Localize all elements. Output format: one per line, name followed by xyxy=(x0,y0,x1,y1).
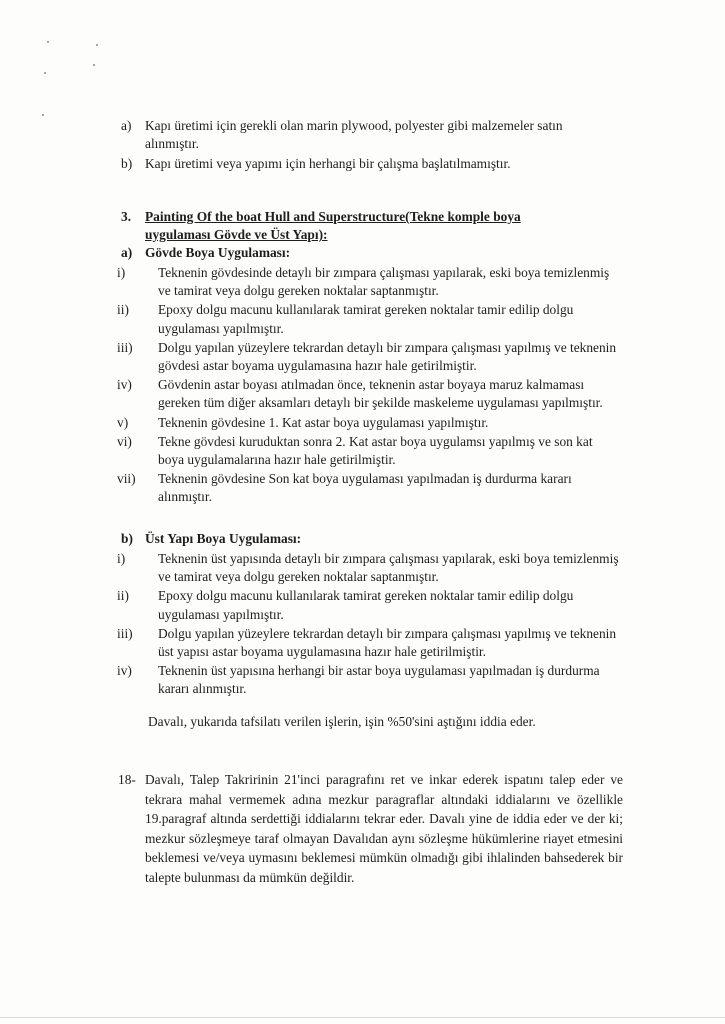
item-text: Teknenin gövdesine 1. Kat astar boya uygulaması yapılmıştır. xyxy=(158,414,489,430)
list-item xyxy=(117,301,620,337)
paragraph-18 xyxy=(118,770,623,888)
item-marker: iii) xyxy=(117,625,133,641)
scan-speck xyxy=(44,72,46,74)
page-bottom-edge xyxy=(0,1017,725,1018)
subsection-b-title xyxy=(121,530,301,548)
item-marker: iii) xyxy=(117,339,133,355)
subsection-title: Gövde Boya Uygulaması: xyxy=(145,245,291,260)
item-marker: i) xyxy=(117,265,126,280)
subsection-title: Üst Yapı Boya Uygulaması: xyxy=(145,531,302,546)
section-2-list xyxy=(121,117,594,174)
item-marker: b) xyxy=(121,156,133,172)
subsection-b-list xyxy=(117,550,620,699)
subsection-marker: b) xyxy=(121,531,133,546)
item-text: Epoxy dolgu macunu kullanılarak tamirat gereken noktalar tamir edilip dolgu uygulaması yapılmıştır. xyxy=(158,588,574,622)
scan-speck xyxy=(96,44,98,46)
section-number: 3. xyxy=(121,209,132,224)
item-marker: v) xyxy=(117,414,129,430)
item-marker: ii) xyxy=(117,588,129,604)
subsection-marker: a) xyxy=(121,245,133,260)
item-text: Gövdenin astar boyası atılmadan önce, teknenin astar boyaya maruz kalmaması gereken tüm diğer aksamları detaylı bir şekilde maskeleme uygulaması yapılmıştır. xyxy=(158,377,603,411)
item-text: Kapı üretimi için gerekli olan marin plywood, polyester gibi malzemeler satın alınmıştır. xyxy=(145,118,563,152)
section-3-heading xyxy=(121,208,571,244)
list-item xyxy=(117,264,620,300)
list-item xyxy=(117,550,620,586)
list-item xyxy=(117,625,620,661)
list-item xyxy=(121,155,594,173)
item-marker: ii) xyxy=(117,302,129,318)
claim-statement: Davalı, yukarıda tafsilatı verilen işlerin, işin %50'sini aştığını iddia eder. xyxy=(148,714,536,729)
scan-speck xyxy=(93,64,95,66)
list-item xyxy=(117,376,620,412)
scan-speck xyxy=(47,41,49,43)
subsection-a-title xyxy=(121,244,290,262)
item-text: Kapı üretimi veya yapımı için herhangi bir çalışma başlatılmamıştır. xyxy=(145,156,511,172)
list-item xyxy=(117,339,620,375)
item-text: Tekne gövdesi kuruduktan sonra 2. Kat astar boya uygulamsı yapılmış ve son kat boya uygulamalarına hazır hale getirilmiştir. xyxy=(158,433,593,468)
list-item xyxy=(117,587,620,623)
item-text: Teknenin gövdesine Son kat boya uygulaması yapılmadan iş durdurma kararı alınmıştır. xyxy=(158,471,572,505)
item-marker: a) xyxy=(121,118,132,133)
list-item xyxy=(117,470,620,506)
subsection-a-list xyxy=(117,264,620,507)
item-text: Dolgu yapılan yüzeylere tekrardan detaylı bir zımpara çalışması yapılmış ve teknenin gövdesi astar boyama uygulamasına hazır hale getirilmiştir. xyxy=(158,339,617,374)
item-text: Teknenin üst yapısında detaylı bir zımpara çalışması yapılarak, eski boya temizlenmiş ve tamirat veya dolgu gereken noktalar saptanmıştır. xyxy=(158,551,619,585)
paragraph-number: 18- xyxy=(118,772,136,787)
list-item xyxy=(117,662,620,698)
item-marker: iv) xyxy=(117,377,132,393)
item-text: Epoxy dolgu macunu kullanılarak tamirat gereken noktalar tamir edilip dolgu uygulaması yapılmıştır. xyxy=(158,302,574,336)
item-marker: i) xyxy=(117,551,126,566)
item-marker: vii) xyxy=(117,471,136,487)
list-item xyxy=(117,414,620,432)
list-item xyxy=(117,433,620,469)
item-text: Teknenin gövdesinde detaylı bir zımpara çalışması yapılarak, eski boya temizlenmiş ve tamirat veya dolgu gereken noktalar saptanmıştır. xyxy=(158,265,610,299)
section-title: Painting Of the boat Hull and Superstructure(Tekne komple boya uygulaması Gövde ve Üst Yapı): xyxy=(145,209,521,243)
item-marker: iv) xyxy=(117,663,132,679)
item-text: Teknenin üst yapısına herhangi bir astar boya uygulaması yapılmadan iş durdurma kararı alınmıştır. xyxy=(158,663,600,697)
paragraph-text: Davalı, Talep Takririnin 21'inci paragrafını ret ve inkar ederek ispatını talep eder ve tekrara mahal vermemek adına mezkur paragraflar altındaki iddialarını ve özellikle 19.paragraf altında serdettiği iddialarını tekrar eder. Davalı yine de iddia eder ve der ki; mezkur sözleşmeye taraf olmayan Davalıdan aynı sözleşme hükümlerine riayet etmesini beklemesi ve/veya uymasını beklemesi mümkün olmadığı gibi ihlalinden bahsederek bir talepte bulunması da mümkün değildir. xyxy=(145,772,623,885)
item-text: Dolgu yapılan yüzeylere tekrardan detaylı bir zımpara çalışması yapılmış ve teknenin üst yapısı astar boyama uygulamasına hazır hale getirilmiştir. xyxy=(158,625,617,660)
scan-speck xyxy=(42,114,44,116)
list-item xyxy=(121,117,594,153)
item-marker: vi) xyxy=(117,433,132,449)
